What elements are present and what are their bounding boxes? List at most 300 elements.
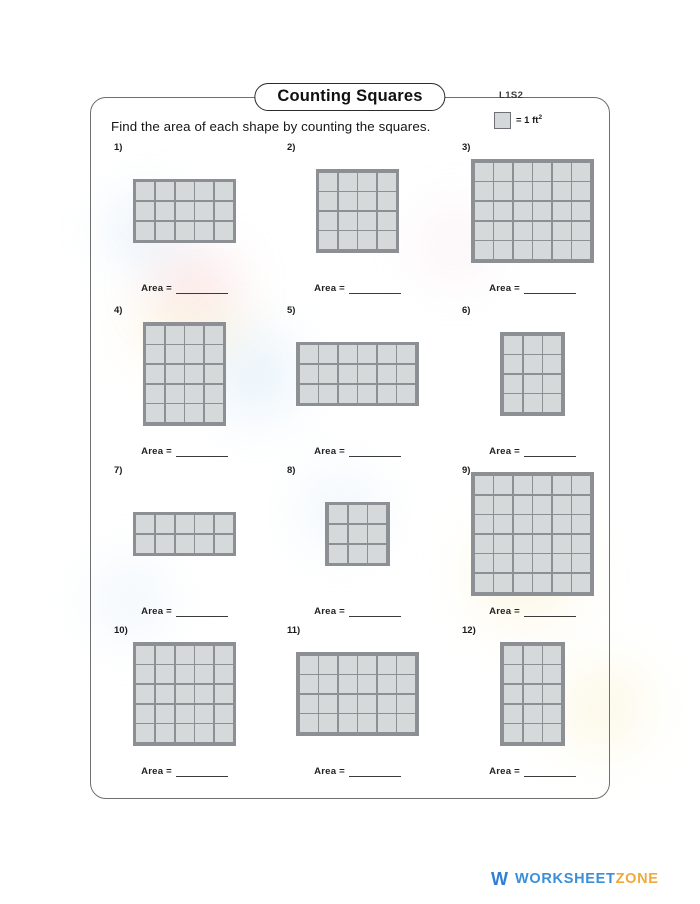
area-answer-blank[interactable] [349, 766, 401, 777]
grid-square [319, 695, 337, 713]
grid-square [319, 231, 337, 249]
grid-square [543, 336, 561, 354]
grid-square [319, 385, 337, 403]
grid-square [339, 675, 357, 693]
grid-square [553, 554, 571, 572]
grid-square [553, 476, 571, 494]
grid-square [358, 656, 376, 674]
grid-square [319, 212, 337, 230]
grid-square [358, 714, 376, 732]
legend-exponent: 2 [538, 114, 543, 122]
grid-square [475, 515, 493, 533]
grid-square [349, 545, 367, 563]
grid-square [397, 695, 415, 713]
grid-square [378, 675, 396, 693]
grid-square [514, 574, 532, 592]
square-grid-shape [296, 342, 419, 406]
grid-square [475, 163, 493, 181]
worksheetzone-logo [491, 870, 659, 888]
grid-square [136, 665, 154, 683]
grid-square [475, 182, 493, 200]
area-label: Area = [314, 283, 345, 294]
grid-square [397, 714, 415, 732]
grid-square [494, 163, 512, 181]
grid-square [553, 574, 571, 592]
problem-number: 4) [114, 305, 123, 316]
grid-square [533, 496, 551, 514]
grid-square [215, 222, 233, 240]
instruction-text: Find the area of each shape by counting the squares. [111, 119, 431, 134]
grid-square [156, 665, 174, 683]
area-label: Area = [489, 766, 520, 777]
grid-square [358, 365, 376, 383]
grid-square [524, 394, 542, 412]
grid-square [572, 202, 590, 220]
grid-square [533, 554, 551, 572]
grid-square [378, 656, 396, 674]
grid-square [166, 365, 184, 383]
area-answer-blank[interactable] [524, 766, 576, 777]
problem-item [98, 305, 271, 463]
grid-square [524, 685, 542, 703]
area-label: Area = [141, 766, 172, 777]
grid-square [176, 222, 194, 240]
grid-square [319, 192, 337, 210]
grid-square [156, 182, 174, 200]
grid-square [136, 646, 154, 664]
shape-container [271, 479, 444, 589]
grid-square [319, 714, 337, 732]
shape-container [446, 479, 619, 589]
grid-square [300, 714, 318, 732]
problem-item [446, 465, 619, 623]
grid-square [339, 385, 357, 403]
area-answer-row [271, 283, 444, 294]
grid-square [514, 182, 532, 200]
grid-square [514, 535, 532, 553]
area-label: Area = [489, 606, 520, 617]
grid-square [156, 646, 174, 664]
grid-square [572, 554, 590, 572]
shape-container [446, 639, 619, 749]
area-label: Area = [314, 446, 345, 457]
grid-square [319, 345, 337, 363]
grid-square [494, 202, 512, 220]
grid-square [176, 705, 194, 723]
grid-square [176, 515, 194, 533]
grid-square [572, 574, 590, 592]
grid-square [146, 404, 164, 422]
grid-square [136, 222, 154, 240]
square-grid-shape [471, 472, 594, 595]
area-label: Area = [141, 446, 172, 457]
grid-square [358, 231, 376, 249]
grid-square [339, 695, 357, 713]
grid-square [156, 724, 174, 742]
problem-number: 12) [462, 625, 476, 636]
grid-square [176, 724, 194, 742]
grid-square [514, 515, 532, 533]
grid-square [543, 665, 561, 683]
grid-square [205, 404, 223, 422]
problem-item [446, 305, 619, 463]
area-label: Area = [314, 606, 345, 617]
problem-item [98, 465, 271, 623]
shape-container [98, 479, 271, 589]
grid-square [524, 705, 542, 723]
grid-square [475, 574, 493, 592]
grid-square [533, 163, 551, 181]
grid-square [368, 525, 386, 543]
grid-square [553, 241, 571, 259]
grid-square [195, 665, 213, 683]
shape-container [98, 156, 271, 266]
grid-square [572, 222, 590, 240]
grid-square [339, 231, 357, 249]
area-answer-blank[interactable] [349, 606, 401, 617]
problem-number: 2) [287, 142, 296, 153]
brand-word-zone: ZONE [615, 870, 659, 887]
grid-square [368, 545, 386, 563]
grid-square [494, 554, 512, 572]
grid-square [156, 202, 174, 220]
grid-square [215, 182, 233, 200]
grid-square [136, 705, 154, 723]
shape-container [446, 156, 619, 266]
grid-square [146, 326, 164, 344]
grid-square [514, 554, 532, 572]
grid-square [146, 345, 164, 363]
area-answer-blank[interactable] [524, 446, 576, 457]
area-label: Area = [314, 766, 345, 777]
grid-square [156, 535, 174, 553]
grid-square [514, 241, 532, 259]
problem-item [271, 465, 444, 623]
grid-square [176, 202, 194, 220]
area-answer-blank[interactable] [176, 283, 228, 294]
grid-square [300, 656, 318, 674]
grid-square [136, 685, 154, 703]
page-title: Counting Squares [254, 83, 445, 111]
grid-square [397, 365, 415, 383]
grid-square [543, 724, 561, 742]
area-label: Area = [141, 283, 172, 294]
shape-container [98, 639, 271, 749]
grid-square [358, 695, 376, 713]
legend [494, 112, 542, 129]
grid-square [300, 675, 318, 693]
area-answer-row [271, 766, 444, 777]
grid-square [358, 212, 376, 230]
grid-square [514, 222, 532, 240]
grid-square [368, 505, 386, 523]
grid-square [494, 574, 512, 592]
grid-square [195, 202, 213, 220]
grid-square [339, 345, 357, 363]
grid-square [358, 192, 376, 210]
grid-square [504, 705, 522, 723]
shape-container [446, 319, 619, 429]
grid-square [358, 173, 376, 191]
grid-square [543, 646, 561, 664]
grid-square [215, 202, 233, 220]
grid-square [300, 365, 318, 383]
area-answer-blank[interactable] [176, 446, 228, 457]
grid-square [504, 375, 522, 393]
grid-square [494, 182, 512, 200]
grid-square [378, 231, 396, 249]
grid-square [339, 212, 357, 230]
grid-square [475, 476, 493, 494]
grid-square [397, 345, 415, 363]
grid-square [166, 345, 184, 363]
grid-square [176, 665, 194, 683]
problem-number: 3) [462, 142, 471, 153]
grid-square [300, 695, 318, 713]
grid-square [195, 724, 213, 742]
area-answer-blank[interactable] [524, 283, 576, 294]
grid-square [533, 476, 551, 494]
grid-square [205, 365, 223, 383]
grid-square [397, 385, 415, 403]
grid-square [185, 385, 203, 403]
grid-square [572, 535, 590, 553]
area-label: Area = [141, 606, 172, 617]
grid-square [339, 173, 357, 191]
grid-square [339, 714, 357, 732]
grid-square [514, 476, 532, 494]
grid-square [533, 241, 551, 259]
problem-row [91, 305, 609, 465]
grid-square [215, 535, 233, 553]
grid-square [524, 665, 542, 683]
problem-row [91, 142, 609, 302]
grid-square [494, 535, 512, 553]
grid-square [339, 656, 357, 674]
grid-square [572, 476, 590, 494]
grid-square [205, 326, 223, 344]
problem-number: 9) [462, 465, 471, 476]
grid-square [543, 394, 561, 412]
grid-square [553, 535, 571, 553]
grid-square [553, 182, 571, 200]
grid-square [524, 336, 542, 354]
grid-square [475, 554, 493, 572]
square-grid-shape [133, 179, 237, 243]
grid-square [572, 163, 590, 181]
grid-square [195, 535, 213, 553]
grid-square [146, 385, 164, 403]
grid-square [572, 515, 590, 533]
grid-square [553, 202, 571, 220]
area-answer-blank[interactable] [349, 446, 401, 457]
area-answer-blank[interactable] [524, 606, 576, 617]
grid-square [378, 212, 396, 230]
problem-number: 1) [114, 142, 123, 153]
area-label: Area = [489, 446, 520, 457]
grid-square [553, 163, 571, 181]
grid-square [533, 182, 551, 200]
grid-square [494, 476, 512, 494]
grid-square [378, 385, 396, 403]
shape-container [271, 156, 444, 266]
square-grid-shape [471, 159, 594, 263]
area-answer-row [98, 283, 271, 294]
grid-square [543, 705, 561, 723]
grid-square [572, 496, 590, 514]
problem-number: 5) [287, 305, 296, 316]
grid-square [300, 385, 318, 403]
grid-square [533, 222, 551, 240]
problem-number: 10) [114, 625, 128, 636]
grid-square [166, 385, 184, 403]
grid-square [378, 173, 396, 191]
grid-square [205, 385, 223, 403]
area-answer-row [271, 446, 444, 457]
grid-square [166, 404, 184, 422]
grid-square [533, 535, 551, 553]
grid-square [524, 646, 542, 664]
grid-square [543, 375, 561, 393]
grid-square [176, 535, 194, 553]
area-answer-blank[interactable] [176, 766, 228, 777]
grid-square [195, 646, 213, 664]
square-grid-shape [325, 502, 389, 566]
grid-square [397, 656, 415, 674]
grid-square [504, 665, 522, 683]
legend-unit: = 1 ft [516, 115, 539, 127]
grid-square [514, 202, 532, 220]
grid-square [176, 182, 194, 200]
grid-square [215, 724, 233, 742]
grid-square [300, 345, 318, 363]
problem-number: 6) [462, 305, 471, 316]
square-grid-shape [133, 642, 237, 746]
square-grid-shape [133, 512, 237, 557]
area-answer-row [446, 606, 619, 617]
area-answer-row [271, 606, 444, 617]
problem-number: 7) [114, 465, 123, 476]
problem-row [91, 625, 609, 785]
problem-item [446, 625, 619, 783]
grid-square [572, 241, 590, 259]
grid-square [136, 515, 154, 533]
grid-square [195, 685, 213, 703]
problem-item [271, 142, 444, 300]
area-answer-row [98, 446, 271, 457]
grid-square [475, 535, 493, 553]
grid-square [136, 182, 154, 200]
grid-square [215, 705, 233, 723]
grid-square [146, 365, 164, 383]
grid-square [475, 202, 493, 220]
area-answer-row [98, 606, 271, 617]
grid-square [185, 365, 203, 383]
shape-container [271, 319, 444, 429]
area-answer-blank[interactable] [349, 283, 401, 294]
grid-square [176, 685, 194, 703]
grid-square [494, 222, 512, 240]
grid-square [514, 163, 532, 181]
grid-square [533, 574, 551, 592]
grid-square [215, 515, 233, 533]
area-answer-blank[interactable] [176, 606, 228, 617]
square-grid-shape [500, 642, 564, 746]
grid-square [553, 222, 571, 240]
grid-square [475, 241, 493, 259]
grid-square [195, 222, 213, 240]
grid-square [504, 646, 522, 664]
grid-square [358, 385, 376, 403]
grid-square [378, 695, 396, 713]
grid-square [339, 192, 357, 210]
grid-square [475, 496, 493, 514]
problem-item [98, 625, 271, 783]
square-grid-shape [500, 332, 564, 416]
grid-square [378, 345, 396, 363]
grid-square [136, 202, 154, 220]
grid-square [195, 515, 213, 533]
grid-square [319, 173, 337, 191]
grid-square [136, 724, 154, 742]
grid-square [215, 685, 233, 703]
grid-square [319, 656, 337, 674]
grid-square [504, 394, 522, 412]
grid-square [176, 646, 194, 664]
brand-word-worksheet: WORKSHEET [515, 870, 616, 887]
grid-square [156, 515, 174, 533]
grid-square [524, 355, 542, 373]
square-grid-shape [316, 169, 400, 253]
shape-container [98, 319, 271, 429]
grid-square [319, 365, 337, 383]
square-grid-shape [296, 652, 419, 736]
grid-square [136, 535, 154, 553]
grid-square [572, 182, 590, 200]
grid-square [504, 355, 522, 373]
grid-square [156, 685, 174, 703]
problem-item [446, 142, 619, 300]
square-grid-shape [143, 322, 227, 426]
grid-square [553, 496, 571, 514]
grid-square [185, 345, 203, 363]
grid-square [553, 515, 571, 533]
problem-number: 8) [287, 465, 296, 476]
grid-square [543, 355, 561, 373]
grid-square [543, 685, 561, 703]
grid-square [524, 724, 542, 742]
grid-square [205, 345, 223, 363]
grid-square [524, 375, 542, 393]
grid-square [533, 202, 551, 220]
grid-square [215, 646, 233, 664]
problem-item [98, 142, 271, 300]
grid-square [378, 365, 396, 383]
grid-square [504, 685, 522, 703]
brand-wordmark [515, 872, 659, 887]
grid-square [494, 515, 512, 533]
grid-square [397, 675, 415, 693]
legend-text [516, 114, 542, 126]
grid-square [329, 525, 347, 543]
grid-square [195, 182, 213, 200]
area-answer-row [446, 283, 619, 294]
grid-square [358, 345, 376, 363]
grid-square [358, 675, 376, 693]
problem-row [91, 465, 609, 625]
grid-square [156, 222, 174, 240]
grid-square [504, 724, 522, 742]
